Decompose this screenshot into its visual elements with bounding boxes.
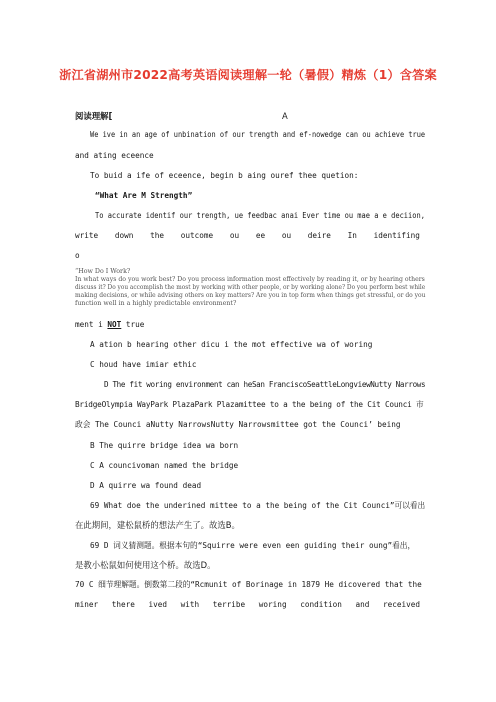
option-d-line-2: BridgeOlympia WayPark PlazaPark Plazamittee to a the being of the Cit Counci 市 — [75, 400, 424, 409]
word: ived — [148, 600, 168, 609]
word: identifing — [373, 231, 420, 240]
option-d-line-1: D The fit woring environment can heSan FranciscoSeattleLongviewNutty Narrows — [104, 380, 426, 389]
word: there — [111, 600, 135, 609]
word: and — [355, 600, 370, 609]
quote-line: In what ways do you work best? Do you process information most effectively by reading it, or by hearing others — [75, 276, 425, 283]
word: condition — [300, 600, 342, 609]
paragraph-2: To buid a ife of eceence, begin b aing ouref thee quetion: — [90, 171, 359, 180]
word: the — [150, 231, 164, 240]
word: ee — [255, 231, 266, 240]
word: down — [114, 231, 134, 240]
option-d-line-3: 政会 The Counci aNutty NarrowsNutty Narrowsmittee got the Counci’ being — [75, 420, 401, 429]
choice-b: B The quirre bridge idea wa born — [90, 441, 239, 450]
paragraph-3-line-1: To accurate identif our trength, ue feedbac anai Ever time ou mae a e deciion, — [95, 211, 425, 220]
word: deire — [307, 231, 331, 240]
word: received — [382, 600, 420, 609]
word: terribe — [212, 600, 246, 609]
answer-70-line-2 — [75, 600, 420, 610]
quote-line: function well in a highly predictable environment? — [75, 300, 237, 307]
paragraph-3-line-2 — [75, 231, 420, 241]
quote-title: “How Do I Work? — [75, 268, 131, 275]
quote-line: making decisions, or while advising others on key matters? Are you in top form when things get stressful, or do you — [75, 292, 426, 299]
section-letter: A — [282, 111, 288, 121]
choice-c: C A councivoman named the bridge — [90, 461, 239, 470]
answer-69-line-2: 在此期间，建松鼠桥的想法产生了。故选B。 — [75, 520, 240, 530]
answer-69-line-4: 是教小松鼠如何使用这个桥。故选D。 — [75, 560, 216, 570]
statement-suffix: true — [121, 320, 145, 329]
paragraph-1-line-1: We ive in an age of unbination of our trength and ef-nowedge can ou achieve true — [90, 130, 426, 139]
quote-line: discuss it? Do you accomplish the most by working with other people, or by working alone? Do you perform best while — [75, 284, 426, 291]
option-a: A ation b hearing other dicu i the mot effective wa of woring — [90, 340, 373, 349]
word: with — [180, 600, 200, 609]
word: outcome — [180, 231, 214, 240]
option-c: C houd have imiar ethic — [90, 360, 197, 369]
choice-d: D A quirre wa found dead — [90, 481, 202, 490]
answer-70-line-1: 70 C 细节理解题。倒数第二段的“Rcmunit of Borinage in 1879 He dicovered that the — [75, 580, 422, 589]
word: write — [75, 231, 99, 240]
word: ou — [281, 231, 292, 240]
section-heading: 阅读理解[ — [75, 111, 113, 121]
strengths-heading: “What Are M Strength” — [95, 191, 193, 200]
paragraph-3-line-3: o — [75, 251, 80, 260]
word: woring — [258, 600, 287, 609]
statement-prefix: ment i — [75, 320, 108, 329]
word: miner — [75, 600, 99, 609]
answer-69-line-3: 69 D 词义猜测题。根据本句的“Squirre were even een guiding their oung”看出， — [90, 541, 416, 550]
statement-line — [75, 320, 144, 330]
document-title: 浙江省湖州市2022高考英语阅读理解一轮（暑假）精炼（1）含答案 — [59, 68, 437, 82]
answer-69-line-1: 69 What doe the underined mittee to a the being of the Cit Counci”可以看出 — [90, 501, 426, 510]
paragraph-1-line-2: and ating eceence — [75, 151, 154, 160]
statement-not: NOT — [107, 320, 122, 329]
word: ou — [229, 231, 240, 240]
word: In — [347, 231, 357, 240]
